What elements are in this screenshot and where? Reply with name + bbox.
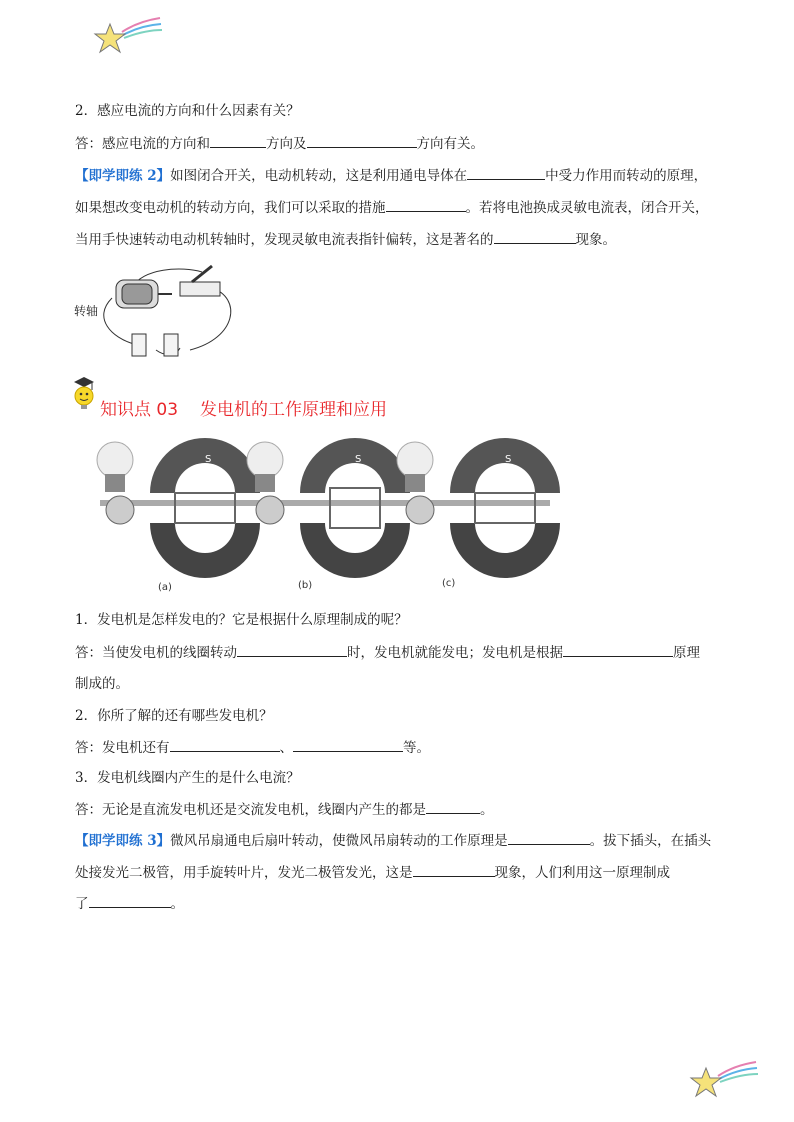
star-icon [688, 1058, 760, 1102]
answer-line [75, 642, 700, 663]
star-icon [92, 14, 164, 58]
answer-blank[interactable] [170, 737, 280, 752]
answer-text: 。 [480, 802, 494, 818]
answer-blank[interactable] [89, 893, 171, 908]
answer-blank[interactable] [237, 642, 347, 657]
answer-blank[interactable] [494, 229, 576, 244]
practice-text: 如图闭合开关，电动机转动，这是利用通电导体在 [170, 168, 468, 184]
answer-text: 、 [279, 740, 293, 756]
answer-blank[interactable] [210, 133, 266, 148]
answer-line [75, 737, 430, 758]
practice-text: 处接发光二极管，用手旋转叶片，发光二极管发光，这是 [75, 865, 413, 881]
practice-line [75, 862, 670, 883]
pole-label: S [355, 454, 362, 465]
section-number: 知识点 03 [100, 400, 179, 420]
practice-text: 。若将电池换成灵敏电流表，闭合开关， [465, 200, 709, 216]
practice-line [75, 229, 616, 250]
answer-text: 制成的。 [75, 676, 129, 692]
practice-line [75, 197, 709, 218]
practice-text: 微风吊扇通电后扇叶转动，使微风吊扇转动的工作原理是 [170, 833, 508, 849]
practice-line [75, 893, 184, 914]
answer-blank[interactable] [563, 642, 673, 657]
answer-blank[interactable] [413, 862, 495, 877]
practice-text: 。 [170, 896, 184, 912]
practice-text: 现象。 [575, 232, 616, 248]
practice-text: 当用手快速转动电动机转轴时，发现灵敏电流表指针偏转，这是著名的 [75, 232, 494, 248]
generator-figure [80, 438, 560, 596]
generator-panel-c [397, 438, 560, 578]
question-text: 1．发电机是怎样发电的？它是根据什么原理制成的呢？ [75, 612, 408, 628]
answer-text: 等。 [403, 740, 430, 756]
answer-blank[interactable] [293, 737, 403, 752]
practice-line [75, 830, 711, 851]
pole-label: N [292, 548, 300, 559]
practice-text: 现象，人们利用这一原理制成 [494, 865, 670, 881]
answer-text: 方向及 [266, 136, 307, 152]
answer-blank[interactable] [508, 830, 590, 845]
practice-text: 。拔下插头，在插头 [589, 833, 712, 849]
answer-text: 方向有关。 [416, 136, 484, 152]
answer-blank[interactable] [386, 197, 466, 212]
answer-text: 答：当使发电机的线圈转动 [75, 645, 237, 661]
section-heading [100, 395, 387, 420]
practice-text: 了 [75, 896, 89, 912]
pole-label: N [142, 548, 150, 559]
figure-label-b: (b) [298, 580, 313, 591]
figure-label-c: (c) [442, 578, 456, 589]
answer-line [75, 133, 484, 154]
motor-circuit-figure [72, 258, 242, 363]
answer-line [75, 799, 494, 820]
generator-panel-b [247, 438, 410, 578]
pole-label: N [442, 548, 450, 559]
question-text: 2．你所了解的还有哪些发电机？ [75, 708, 273, 724]
answer-blank[interactable] [467, 165, 545, 180]
axle-label: 转轴 [74, 304, 99, 318]
question-text: 3．发电机线圈内产生的是什么电流？ [75, 770, 300, 786]
answer-blank[interactable] [307, 133, 417, 148]
answer-text: 原理 [673, 645, 700, 661]
answer-text: 答：无论是直流发电机还是交流发电机，线圈内产生的都是 [75, 802, 426, 818]
generator-panel-a [97, 438, 260, 578]
practice-text: 如果想改变电动机的转动方向，我们可以采取的措施 [75, 200, 386, 216]
practice-text: 中受力作用而转动的原理， [545, 168, 708, 184]
pole-label: S [205, 454, 212, 465]
practice-tag: 【即学即练 2】 [75, 168, 171, 184]
section-title: 发电机的工作原理和应用 [200, 400, 388, 420]
figure-label-a: (a) [158, 582, 172, 593]
answer-blank[interactable] [426, 799, 480, 814]
answer-text: 答：发电机还有 [75, 740, 170, 756]
answer-text: 时，发电机就能发电；发电机是根据 [347, 645, 563, 661]
answer-text: 答：感应电流的方向和 [75, 136, 210, 152]
practice-tag: 【即学即练 3】 [75, 833, 171, 849]
question-text: 2．感应电流的方向和什么因素有关？ [75, 103, 300, 119]
teacher-icon [72, 376, 96, 410]
pole-label: S [505, 454, 512, 465]
practice-line [75, 165, 707, 186]
